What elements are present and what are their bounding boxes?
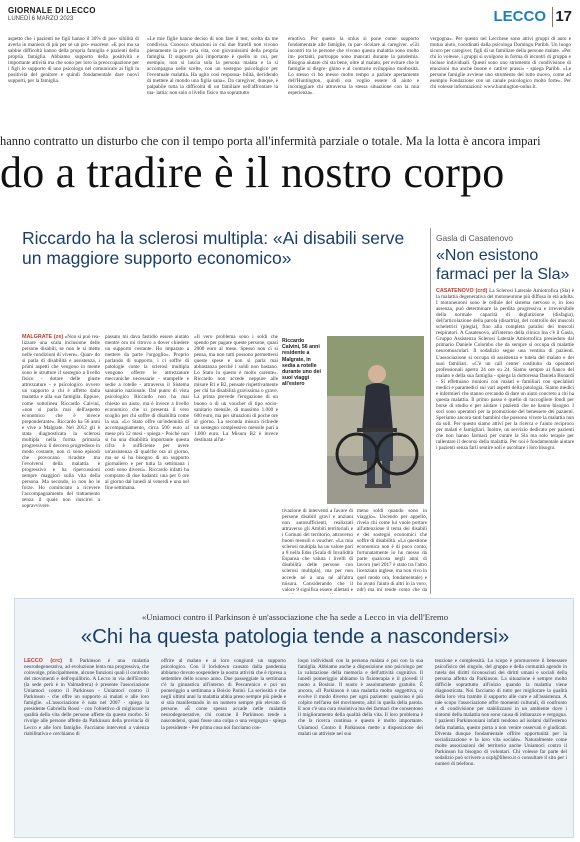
top-column-4: vergogna». Per questo nel Lecchese sono attivi gruppi di auto e mutuo aiuto, coordinati dalla psicologa Domingo Paribh. Un luogo sicuro per caregiver, figli di un familiare della persone malate. «Per chi lo volesse, i gruppi si svolgono in forma di incontri di gruppo e incluse individuali. Questi sono uno strumento di condivisione di emozioni ma anche buone e cattive prassi» - spiega Paribh. «Le persone famiglie avviene uno strumento del tutto nuovo, come ad esempio Fondazione con un canale psicologico molto forte». Per chi volesse informazioni: www.huntington-onlus.it.	[430, 36, 571, 91]
article-column-1-text: «Non si può rea- lizzare una scala inclusione delle persone disabili, se non le si mette nelle condizioni di vivere». Quan- do si parla di disabilità e assistenza, i primi aspetti che vengono in mente sono le strutture il sostegno a livello fisico - dotare delle giuste attrezzature - e psicologico ovvero un supporto a chi è affetto dalla malattia e alla sua famiglia. Eppure, come sottolinea Riccardo Calvini, «non si parla mai dell'aspetto economico che è invece preponderante». Riccardo ha 56 anni e vive a Malgrate. Nel 2012 gli è stata diagnosticata la sclerosi multipla nella forma primaria progressiva: il decorso progredisce in modo costante, non ci sono episodi che provocano ricadute ma l'evolversi della malattia è progressivo e ha ripercussioni sempre maggiori sulla vita della persona. Ma secondo, io non ho le forze. Ho cominciato a ricevere l'accompagnamento del trattamento senza il quale non riuscirei a sopravvivere.	[22, 334, 100, 510]
wheelchair-photo	[327, 336, 424, 504]
masthead	[8, 6, 572, 36]
box-column-1-text: Il Parkinson è una malattia neurodegenerativa, ad evoluzione lenta ma progressiva, che coinvolge, principalmente, alcune funzioni quali il controllo dei movimenti e dell'equilibrio. A Lecco in via dell'Eremo (la sede però è in Valmadrera) è presente l'associazione Uniamoci contro il Parkinson - Uniamoci contro il Parkinson - che offre un supporto ai malati e alle loro famiglie. «L'associazione è nata nel 2007 - spiega la presidente Gabriella Rossi - con l'obiettivo di migliorare la qualità della vita delle persone affette da questo morbo. Si rivolge alle persone affette da Parkinson della provincia di Lecco e alle loro famiglie. Facciamo interventi a valenza riabilitativa e cerchiamo di	[24, 658, 149, 737]
publication-name: GIORNALE DI LECCO	[8, 6, 96, 15]
top-column-1: aspetto che i pazienti ne figli hanno il 30% di pos- sibilità di averla in maniera di più per sé un pro- essorese. «E poi ma sa sabbie difficoltà hanno della propria famiglia e pazienti della propria famiglia. Abbiamo supporto della positività e importante attività ma che sono per loro la preoccupazione per i figli lo supporto di uno psicologo nel comunicare ai figli la positività del genitore e quindi fondamentale dare nuovi supporti, per la famiglia.	[8, 36, 139, 85]
article-column-5: meno soldi quando sono in viaggio». Uscendo per appello, rivela chi come lui vuole portare all'attenzione il tema dei disabili e dei sostegni economici che soffre di disabilità. «La questione economica non è di poco conto, fortunatamente io ho messo da parte qualcosa negli anni di lavoro (nel 2017 è stato tra l'altro licenziato inglese, ma non vivo in quel modo ora, fondamentale) e ho avuto l'aiuto di altri in la voro, ndr) ma mi rende conto che da	[357, 508, 427, 593]
sidebar-lead: CASATENOVO (crd)	[436, 288, 488, 294]
masthead-divider	[552, 7, 553, 27]
box-headline: «Chi ha questa patologia tende a nascondersi»	[80, 625, 510, 648]
section-name: LECCO	[493, 8, 546, 25]
main-headline: Riccardo ha la sclerosi multipla: «Ai disabili serve un maggiore supporto economico»	[22, 228, 405, 268]
wheelchair-illustration	[327, 336, 424, 504]
kicker-line: hanno contratto un disturbo che con il tempo porta all'infermità parziale o totale. Ma la lotta è ancora impari	[0, 134, 541, 148]
box-lead: LECCO (crc)	[24, 658, 63, 664]
sidebar-body	[436, 288, 574, 594]
article-lead: MALGRATE (ze)	[22, 334, 64, 340]
sidebar-divider	[430, 228, 431, 594]
top-column-3: emotivo. Per questo la onlus si pone come supporto fondamentale alle famiglie, in par- ticolare ai caregiver. «Gli incontri tra le persone che vivono questa malattia sono molto im- portanti, purtroppo sono mancati durante la pandemia. Bisogna aiutare chi sta bene, oltre al malato, per evitare che le famiglie si disgre- ghino e al contrario sviluppino morbosità. Lo stesso ci ho messo molto tempo a parlare apertamente dell'Huntington, quindi ora voglio essere di aiuto e incoraggiare chi attraversa la stessa situazione con la mia esperienza».	[288, 36, 419, 97]
box-subtitle: «Uniamoci contro il Parkinson è un'associazione che ha sede a Lecco in via dell'Eremo	[141, 612, 449, 622]
article-column-2: passato mi dava fastidio essere aiutato mentre ora mi ritrovo a dover chiedere un supporto costante. Ho imparato a mettere da parte l'orgoglio». Proprio parlando di supporto, i ci soffre di patologie come la sclerosi multipla vengono offerte le attrezzature meccaniche necessarie - stampelle e sedie a rotelle - attraverso il Sistema sanitario nazionale. Dal punto di vista psicologico Riccardo non ha mai chiesto un aiuto, ma è invece a livello economico che si presenta il vero scoglio per chi soffre di disabilità come la sua. «Lo Stato offre un'indennità di accompagnamento, circa 500 euro al mese più 12 mesi - spiega - Poiché non si ha una disabilità importante questa cifra è sufficiente per avere un'assistenza di qualche ora al giorno, ma se si ha bisogno di un supporto giornaliero e per tutta la settimana i costi sono diversi». Riccardo infatti ha comprato di due badanti: una per 6 ore al giorno dal lunedì al venerdì e una nel fine settimana.	[105, 334, 189, 492]
sidebar-title: «Non esistono farmaci per la Sla»	[436, 247, 570, 283]
box-column-3: loqui individuali con la persona malata e poi con la sua famiglia. Abbiamo anche a disposizione uno psicologo per la valutazione della memoria e dell'attività cognitiva. Il lunedì pomeriggio abbiamo la fisioterapia e il giovedì il nuoto a Bosisio. Il nuoto è assolutamente gratuito. È ancora, «Il Parkinson è una malattia molto soggettiva, si evolve il modo diverso per ogni paziente: qualcuno è più colpito nell'area del movimento, altri in quella della parola. E non c'è una cura risolutiva ma dei farmaci che consentono il miglioramento della qualità della vita. Il loro problema è che la ricerca continua e questo è molto importante. Uniamoci Contro il Parkinson mette a disposizione dei malati un attiviste nel suo	[298, 658, 423, 737]
article-column-3: «Il vero problema sono i soldi che spendo per pagare queste persone, quasi 2000 euro al mese. Spesso non ci si pensa, ma non tutti possono permettersi queste spese e non si parla mai abbastanza perché i soldi non bastano. Lo Stato in questo è molto carente». Riccardo non accede neppure alle misure B1 e B2, pensate rispettivamente per chi ha disabilità gravissima o grave. La prima prevede l'erogazione di un buono o di un voucher di tipo socio-sanitario mensile, di massimo 1.000 e 600 euro, ma per situazioni di poche ore al giorno. La seconda misura richiede un sostegno complessivo mensile pari a 1.000 euro. La Misura B2 è invece destinata all'at-	[194, 334, 278, 443]
box-column-2: offrire al malato e ai loro congiunti un supporto psicologico. Con il lockdown causato dalla pandemia abbiamo dovuto sospendere la nostra attività che è ripresa a settembre dello scorso anno. Due passeggiate la settimana c'è la ginnastica all'interno di Pescarenico e poi un pomeriggio a settimana a Boisio Parini. La seriosità e che negli ultimi anni la malattia abbia preso sempre più piede e si stia manifestando in un numero sempre più elevato di persone. «È come spesso accade nelle malattie neurodegenerative, chi contrae il Parkinson tende a nascondersi, quasi fosse una colpa o una vergogna - spiega la presidente - Per prima cosa noi facciamo con-	[161, 658, 286, 731]
publication-date: LUNEDÌ 6 MARZO 2023	[8, 16, 74, 22]
top-column-2: «Le mie figlie hanno deciso di non fare il test, scelta da me condivisa. Conosco situazioni in cui due fratelli non vivono pienamente la pro- pria vita, con giovanissimi della propria famiglia. Il supporto più importante è quello in cui, per esempio, non si lascia sola la persona malata e la si accompagna nelle scelte, con un sostegno psicologico per l'eventuale malattia. Ha agito così responsa- bilità, decidendo di mettere al mondo una figlia sana». Da caregiver, dunque, è palpabile tutta la difficoltà di un familiare nell'affrontare la ma- lattia: non solo a livello fisico ma soprattutto	[147, 36, 278, 97]
banner-title: do a tradire è il nostro corpo	[0, 148, 505, 197]
page-number: 17	[555, 8, 572, 25]
article-column-4: tivazione di interventi a favore di persone disabili gravi e anziani non autosufficienti, realizzati attraverso gli Ambiti territoriali e i Comuni del territorio, attraverso buoni mensili e voucher. «La mia sclerosi multipla ha un valore pari a 8 nella Edss (Scala di Invalidità Espansa che valuta i livelli di disabilità delle persone con sclerosi multipla), ma per non accede né a una né all'altra misura. Considerando che il valore 9 significa essere allettati e	[282, 508, 353, 593]
sidebar-body-text: La Sclerosi Laterale Amiotrofica (Sla) è la malattia degenerativa del motoneurone più diffusa in età adulta. I motoneuroni sono le cellule del sistema nervoso e, in loro assenza, può determinare la perdita progressiva e irreversibile della normale capacità di deglutizione (disfagia), dell'articolazione della parola (disartria), del controllo dei muscoli scheletrici (plegia), fino alla completa paralisi dei muscoli respiratori. A Casatenovo, all'interno della clinica Ina c'è il Gasla, Gruppo Assistenza Sclerosi Laterale Amiotrofica presieduto dal primario Daniele Colombo che da sempre si occupa di malattie neuromuscolari. Il sodalizio segue una ventina di pazienti. L'associazione si occupa di assistenza e tutela del malato e dei suoi familiari. «C'è un call center costituito da operatori professionali aperto 24 ore su 24. Siamo sempre al fianco del malato e della sua famiglia - spiega la dottoressa Daniela Bonardi - Si effettuano riunioni con malati e familiari con specialisti medici e paramedici sui vari aspetti della patologia. Siamo medici e infermieri che stanno cercando di dare un aiuto concreto a chi ha questa malattia. Il primo passo è quello di raccogliere fondi per borse di studio e per aiutare i pazienti che ne hanno bisogno. I soci sono operatori per la promozione del benessere dei pazienti. Speriamo ancora tanti bambini che possono vivere la malattia non da soli. Per questo siamo attivi per la ricerca e l'aiuto reciproco per malati e famigliari. Inoltre, un servizio dedicato per pazienti che non hanno farmaci per curare la Sla ma solo terapie per rallentare il decorso della malattia. Per noi è fondamentale aiutare i pazienti senza farli sentire soli e ascoltare i loro bisogni.	[436, 288, 574, 452]
sidebar-kicker: Gasla di Casatenovo	[436, 233, 514, 243]
photo-caption: Riccardo Calvini, 56 anni residente a Malgrate, in sedia a rotelle durante uno dei suoi viaggi all'estero	[282, 338, 321, 388]
article-column-1	[22, 334, 100, 594]
box-column-1	[24, 658, 149, 834]
box-column-4: tenzione e complessità. Lo scopo è promuovere il benessere psicofisico del singolo, del gruppo e della comunità agendo in tutela dei diritti riconosciuti dei diritti umani e sociali della persona affetta da Parkinson. La situazione è sempre molto difficile soprattutto all'inizio quando la malattia viene diagnosticata. Noi facciamo di tutto per migliorare la qualità della loro vita tramite il supporto alle cure e all'assistenza. A tale scopo l'associazione offre momenti culturali, di confronto e di condivisione per stabilizzarsi in un ambiente dove i sintomi della malattia non sono causa di imbarazzo e vergogna. I pazienti Parkinsoniani infatti tendono ad isolarsi dall'esterno della malattia, questo porta a non venire osservati e giudicati. Diventa dunque fondamentale offrire opportunità per la socializzazione e la loro vita sociale». Naturalmente come molte associazioni del territorio anche Uniamoci contro il Parkinson ha bisogno di volontari. Chi volesse far parte del sodalizio può scrivere a ucpl@libero.it o consultare il sito per i numeri di telefono.	[435, 658, 567, 767]
